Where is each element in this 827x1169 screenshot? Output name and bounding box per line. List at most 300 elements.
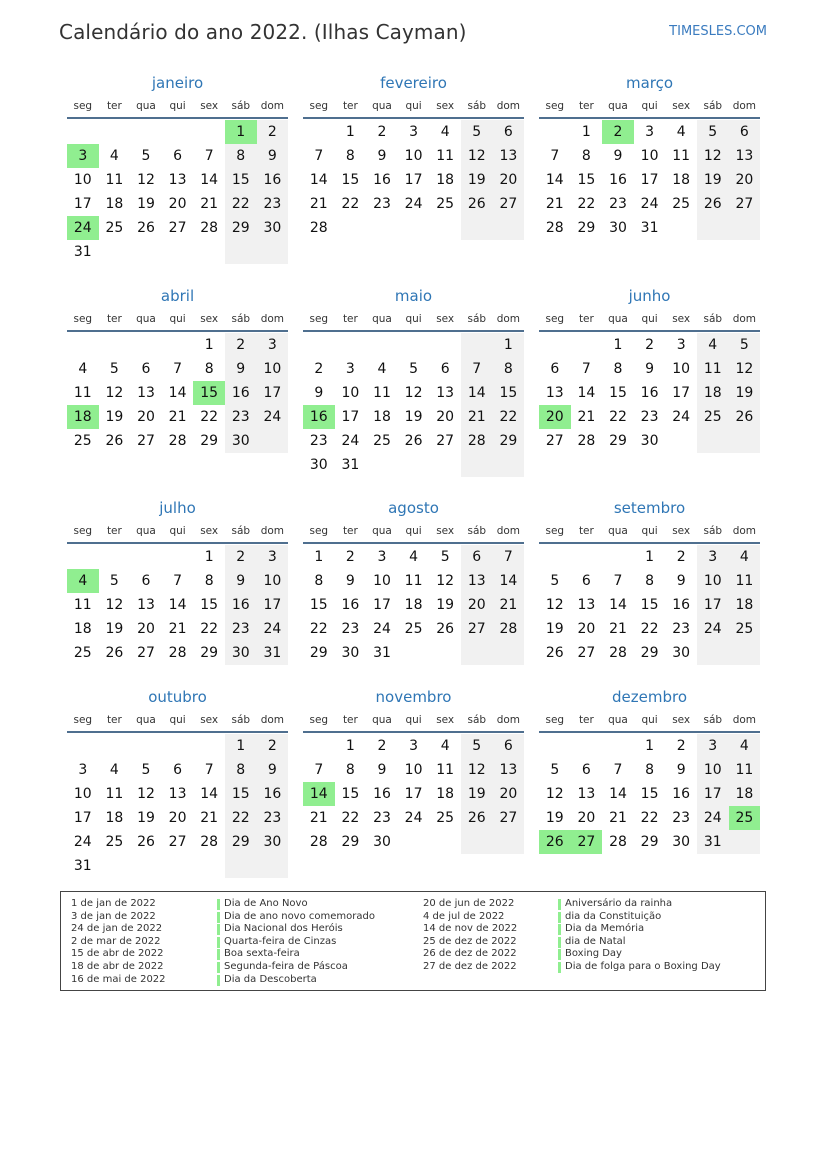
month-julho	[67, 497, 288, 665]
day-grid	[303, 120, 524, 240]
weekday-label: ter	[578, 525, 594, 537]
weekday-label: ter	[106, 714, 122, 726]
empty-cell	[130, 120, 162, 144]
month-name: março	[625, 74, 674, 92]
day-cell: 1	[613, 337, 623, 353]
day-cell: 19	[461, 168, 493, 192]
weekday-label: qua	[372, 313, 392, 325]
empty-cell	[67, 333, 99, 357]
weekday-label: sex	[200, 714, 219, 726]
day-grid	[539, 545, 760, 665]
day-cell: 15	[225, 168, 257, 192]
empty-cell	[162, 854, 194, 878]
day-cell: 25	[436, 196, 455, 212]
empty-cell	[539, 120, 571, 144]
day-cell: 7	[314, 762, 324, 778]
weekday-label: sáb	[467, 714, 487, 726]
empty-cell	[461, 216, 493, 240]
day-cell: 28	[200, 220, 219, 236]
day-cell: 3	[257, 545, 289, 569]
day-cell: 6	[493, 734, 525, 758]
day-cell: 3	[409, 124, 419, 140]
day-cell: 2	[676, 738, 686, 754]
day-cell: 2	[377, 738, 387, 754]
day-cell: 15	[609, 385, 627, 401]
day-cell: 11	[729, 758, 761, 782]
day-cell: 27	[168, 834, 187, 850]
empty-cell	[67, 734, 99, 758]
day-cell: 3	[697, 734, 729, 758]
empty-cell	[162, 240, 194, 264]
day-cell: 20	[168, 810, 187, 826]
day-cell: 12	[404, 385, 423, 401]
day-cell: 27	[168, 220, 187, 236]
day-cell: 30	[225, 641, 257, 665]
site-logo-link[interactable]: TIMESLES.COM	[669, 24, 767, 39]
empty-cell	[366, 453, 398, 477]
holiday-day-cell: 15	[193, 381, 225, 405]
day-cell: 10	[404, 148, 423, 164]
weekday-header	[539, 97, 760, 115]
header-divider	[303, 117, 524, 119]
day-cell: 25	[404, 621, 423, 637]
weekday-label: seg	[73, 100, 93, 112]
weekday-label: qua	[372, 714, 392, 726]
day-cell: 6	[141, 361, 151, 377]
day-cell: 16	[373, 172, 391, 188]
month-name: abril	[160, 287, 195, 305]
day-cell: 13	[577, 597, 596, 613]
weekday-label: ter	[106, 313, 122, 325]
day-cell: 6	[461, 545, 493, 569]
day-cell: 5	[141, 148, 151, 164]
empty-cell	[729, 641, 761, 665]
month-name: agosto	[388, 499, 439, 517]
day-cell: 26	[404, 433, 423, 449]
day-cell: 8	[345, 148, 355, 164]
day-cell: 9	[257, 758, 289, 782]
day-cell: 6	[581, 762, 591, 778]
day-cell: 19	[404, 409, 423, 425]
empty-cell	[67, 120, 99, 144]
header-divider	[67, 117, 288, 119]
weekday-label: sáb	[231, 525, 251, 537]
day-cell: 25	[436, 810, 455, 826]
day-cell: 10	[73, 786, 92, 802]
day-cell: 11	[697, 357, 729, 381]
month-janeiro	[67, 72, 288, 264]
day-cell: 29	[341, 834, 360, 850]
legend-date: 2 de mar de 2022	[71, 935, 161, 947]
day-cell: 14	[461, 381, 493, 405]
month-name: janeiro	[151, 74, 204, 92]
holiday-legend	[60, 891, 766, 991]
legend-date: 25 de dez de 2022	[423, 935, 517, 947]
empty-cell	[99, 120, 131, 144]
day-cell: 10	[697, 569, 729, 593]
legend-dates-left	[71, 898, 166, 986]
empty-cell	[162, 545, 194, 569]
month-name: julho	[159, 499, 196, 517]
day-cell: 19	[105, 621, 124, 637]
day-cell: 26	[545, 645, 564, 661]
day-cell: 13	[577, 786, 596, 802]
day-cell: 17	[73, 196, 92, 212]
day-cell: 29	[640, 834, 659, 850]
empty-cell	[429, 830, 461, 854]
weekday-label: qua	[136, 525, 156, 537]
day-cell: 8	[613, 361, 623, 377]
day-cell: 3	[676, 337, 686, 353]
day-cell: 22	[341, 810, 360, 826]
legend-holiday-name: Dia da Memória	[558, 923, 721, 936]
weekday-label: sex	[436, 525, 455, 537]
day-cell: 26	[436, 621, 455, 637]
legend-holiday-name: Aniversário da rainha	[558, 898, 721, 911]
legend-holiday-name: dia da Constituição	[558, 911, 721, 924]
day-cell: 4	[109, 762, 119, 778]
day-cell: 11	[436, 762, 455, 778]
month-março	[539, 72, 760, 240]
header-divider	[539, 542, 760, 544]
day-cell: 20	[577, 621, 596, 637]
holiday-day-cell: 27	[571, 830, 603, 854]
day-cell: 30	[257, 830, 289, 854]
day-cell: 13	[461, 569, 493, 593]
legend-holiday-name: Boxing Day	[558, 948, 721, 961]
weekday-label: seg	[309, 313, 329, 325]
day-cell: 5	[550, 762, 560, 778]
day-cell: 18	[729, 782, 761, 806]
empty-cell	[67, 545, 99, 569]
empty-cell	[99, 854, 131, 878]
day-cell: 25	[73, 645, 92, 661]
day-cell: 29	[493, 429, 525, 453]
day-cell: 26	[137, 220, 155, 236]
day-cell: 26	[461, 806, 493, 830]
day-cell: 13	[168, 172, 187, 188]
empty-cell	[257, 429, 289, 453]
holiday-day-cell: 18	[67, 405, 99, 429]
month-abril	[67, 285, 288, 453]
legend-date: 18 de abr de 2022	[71, 960, 164, 972]
day-cell: 12	[461, 758, 493, 782]
day-cell: 24	[697, 806, 729, 830]
day-cell: 18	[697, 381, 729, 405]
empty-cell	[162, 120, 194, 144]
day-cell: 3	[345, 361, 355, 377]
day-cell: 23	[672, 810, 691, 826]
day-grid	[303, 333, 524, 477]
header-divider	[303, 330, 524, 332]
day-cell: 1	[204, 337, 214, 353]
weekday-label: qua	[608, 714, 628, 726]
weekday-header	[539, 711, 760, 729]
empty-cell	[398, 216, 430, 240]
month-name: fevereiro	[380, 74, 447, 92]
weekday-label: qui	[169, 313, 186, 325]
day-cell: 19	[545, 621, 564, 637]
day-cell: 28	[200, 834, 219, 850]
day-cell: 20	[436, 409, 455, 425]
month-name: junho	[628, 287, 671, 305]
day-cell: 18	[672, 172, 691, 188]
day-cell: 27	[461, 617, 493, 641]
day-cell: 16	[225, 593, 257, 617]
empty-cell	[193, 120, 225, 144]
day-cell: 3	[78, 762, 88, 778]
weekday-label: sex	[200, 100, 219, 112]
day-cell: 2	[676, 549, 686, 565]
day-cell: 1	[204, 549, 214, 565]
day-cell: 28	[493, 617, 525, 641]
day-cell: 16	[341, 597, 360, 613]
day-cell: 14	[493, 569, 525, 593]
day-cell: 22	[493, 405, 525, 429]
day-cell: 19	[461, 782, 493, 806]
empty-cell	[665, 216, 697, 240]
day-cell: 13	[493, 144, 525, 168]
day-cell: 14	[200, 172, 219, 188]
empty-cell	[130, 734, 162, 758]
empty-cell	[697, 641, 729, 665]
legend-holiday-name: Dia de Ano Novo	[217, 898, 375, 911]
day-cell: 9	[377, 762, 387, 778]
day-cell: 2	[225, 333, 257, 357]
empty-cell	[602, 734, 634, 758]
weekday-header	[539, 522, 760, 540]
legend-date: 16 de mai de 2022	[71, 973, 166, 985]
day-cell: 17	[404, 786, 423, 802]
day-cell: 8	[581, 148, 591, 164]
day-cell: 9	[613, 148, 623, 164]
day-cell: 6	[493, 120, 525, 144]
day-cell: 1	[225, 734, 257, 758]
day-grid	[67, 333, 288, 453]
day-cell: 30	[672, 834, 691, 850]
holiday-day-cell: 20	[539, 405, 571, 429]
day-cell: 23	[373, 810, 391, 826]
empty-cell	[257, 854, 289, 878]
day-cell: 18	[436, 172, 455, 188]
day-cell: 25	[697, 405, 729, 429]
weekday-label: sáb	[703, 525, 723, 537]
day-cell: 17	[341, 409, 360, 425]
empty-cell	[130, 240, 162, 264]
day-cell: 8	[225, 758, 257, 782]
weekday-label: dom	[732, 714, 757, 726]
day-cell: 29	[577, 220, 596, 236]
empty-cell	[493, 216, 525, 240]
empty-cell	[162, 333, 194, 357]
day-cell: 24	[404, 810, 423, 826]
day-cell: 9	[645, 361, 655, 377]
legend-date: 20 de jun de 2022	[423, 898, 515, 909]
day-cell: 17	[373, 597, 391, 613]
day-cell: 8	[225, 144, 257, 168]
day-cell: 25	[105, 834, 124, 850]
empty-cell	[303, 734, 335, 758]
day-cell: 16	[225, 381, 257, 405]
day-cell: 6	[440, 361, 450, 377]
day-cell: 12	[137, 172, 155, 188]
empty-cell	[493, 830, 525, 854]
day-cell: 1	[645, 549, 655, 565]
day-cell: 9	[225, 357, 257, 381]
day-cell: 18	[373, 409, 391, 425]
day-cell: 22	[640, 810, 659, 826]
day-cell: 27	[577, 645, 596, 661]
weekday-label: seg	[73, 525, 93, 537]
legend-date: 4 de jul de 2022	[423, 910, 505, 922]
day-cell: 3	[697, 545, 729, 569]
day-cell: 14	[168, 597, 187, 613]
day-cell: 30	[257, 216, 289, 240]
day-cell: 19	[545, 810, 564, 826]
day-cell: 9	[377, 148, 387, 164]
day-cell: 5	[550, 573, 560, 589]
weekday-label: dom	[496, 714, 521, 726]
day-cell: 4	[409, 549, 419, 565]
day-cell: 30	[609, 220, 627, 236]
empty-cell	[99, 333, 131, 357]
weekday-header	[67, 711, 288, 729]
day-cell: 3	[645, 124, 655, 140]
day-cell: 8	[204, 361, 214, 377]
header-divider	[67, 731, 288, 733]
day-cell: 11	[672, 148, 691, 164]
day-cell: 24	[404, 196, 423, 212]
day-cell: 11	[105, 786, 124, 802]
day-cell: 30	[640, 433, 659, 449]
weekday-label: qui	[405, 714, 422, 726]
day-cell: 24	[640, 196, 659, 212]
weekday-label: seg	[73, 714, 93, 726]
day-cell: 10	[341, 385, 360, 401]
weekday-label: seg	[73, 313, 93, 325]
day-cell: 10	[257, 357, 289, 381]
day-cell: 15	[640, 786, 659, 802]
empty-cell	[461, 333, 493, 357]
day-cell: 2	[645, 337, 655, 353]
weekday-label: sáb	[703, 313, 723, 325]
day-cell: 19	[697, 168, 729, 192]
day-cell: 12	[697, 144, 729, 168]
day-cell: 10	[697, 758, 729, 782]
header-divider	[67, 542, 288, 544]
empty-cell	[729, 830, 761, 854]
weekday-label: seg	[309, 100, 329, 112]
empty-cell	[130, 333, 162, 357]
month-name: maio	[394, 287, 433, 305]
weekday-label: seg	[309, 714, 329, 726]
month-maio	[303, 285, 524, 477]
day-cell: 22	[640, 621, 659, 637]
empty-cell	[539, 545, 571, 569]
day-cell: 6	[581, 573, 591, 589]
weekday-label: sáb	[231, 100, 251, 112]
day-cell: 20	[461, 593, 493, 617]
day-cell: 14	[577, 385, 596, 401]
day-cell: 4	[440, 124, 450, 140]
weekday-label: qui	[405, 100, 422, 112]
holiday-day-cell: 1	[225, 120, 257, 144]
day-cell: 7	[314, 148, 324, 164]
legend-date: 14 de nov de 2022	[423, 923, 518, 935]
day-cell: 23	[373, 196, 391, 212]
holiday-day-cell: 2	[602, 120, 634, 144]
day-cell: 26	[105, 645, 124, 661]
weekday-label: ter	[106, 525, 122, 537]
day-cell: 24	[341, 433, 360, 449]
page-title: Calendário do ano 2022. (Ilhas Cayman)	[59, 20, 467, 44]
empty-cell	[665, 429, 697, 453]
day-cell: 7	[461, 357, 493, 381]
month-fevereiro	[303, 72, 524, 240]
day-cell: 7	[613, 762, 623, 778]
day-cell: 3	[409, 738, 419, 754]
day-cell: 1	[345, 738, 355, 754]
legend-holiday-name: Dia Nacional dos Heróis	[217, 923, 375, 936]
day-cell: 29	[200, 645, 219, 661]
weekday-label: dom	[496, 525, 521, 537]
day-cell: 10	[672, 361, 691, 377]
day-cell: 4	[697, 333, 729, 357]
day-cell: 11	[729, 569, 761, 593]
weekday-label: ter	[578, 714, 594, 726]
day-cell: 13	[137, 385, 155, 401]
day-cell: 10	[73, 172, 92, 188]
day-cell: 9	[314, 385, 324, 401]
header-divider	[539, 117, 760, 119]
weekday-label: sáb	[703, 100, 723, 112]
day-cell: 2	[257, 734, 289, 758]
weekday-label: sex	[672, 714, 691, 726]
header-divider	[303, 731, 524, 733]
day-grid	[539, 120, 760, 240]
header-divider	[539, 330, 760, 332]
weekday-label: dom	[260, 100, 285, 112]
weekday-label: qui	[641, 100, 658, 112]
day-cell: 14	[545, 172, 564, 188]
empty-cell	[602, 545, 634, 569]
weekday-label: sex	[672, 313, 691, 325]
empty-cell	[461, 830, 493, 854]
day-cell: 31	[73, 244, 92, 260]
day-cell: 21	[309, 196, 328, 212]
month-name: dezembro	[612, 688, 687, 706]
day-cell: 2	[345, 549, 355, 565]
day-cell: 11	[373, 385, 391, 401]
day-cell: 18	[729, 593, 761, 617]
day-cell: 7	[204, 762, 214, 778]
day-cell: 1	[314, 549, 324, 565]
day-cell: 23	[341, 621, 360, 637]
day-cell: 11	[404, 573, 423, 589]
month-name: setembro	[613, 499, 686, 517]
legend-holiday-name: dia de Natal	[558, 936, 721, 949]
weekday-label: seg	[309, 525, 329, 537]
legend-holiday-name: Dia de folga para o Boxing Day	[558, 961, 721, 974]
day-cell: 21	[577, 409, 596, 425]
day-cell: 5	[109, 573, 119, 589]
day-cell: 22	[200, 409, 219, 425]
day-cell: 27	[436, 433, 455, 449]
header-divider	[539, 731, 760, 733]
day-cell: 24	[373, 621, 391, 637]
day-cell: 26	[137, 834, 155, 850]
day-cell: 23	[225, 405, 257, 429]
